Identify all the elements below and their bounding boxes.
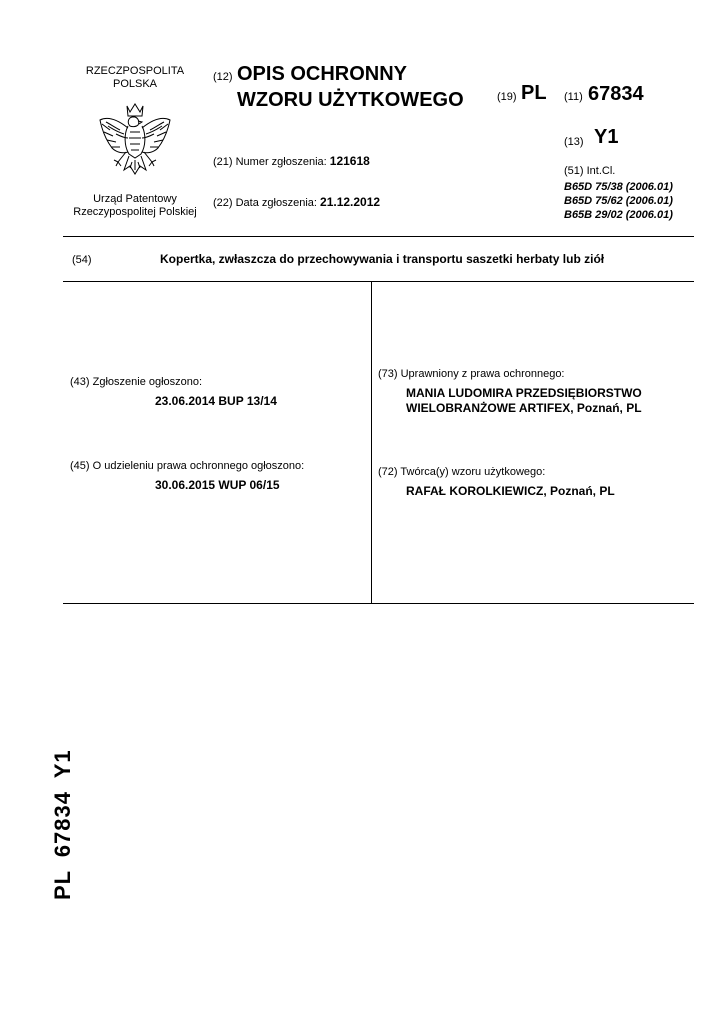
owner-value	[406, 386, 642, 416]
country-line-2: POLSKA	[112, 78, 158, 90]
code-13: (13)	[564, 136, 584, 148]
patent-number: 67834	[588, 83, 644, 105]
office-line-2: Rzeczypospolitej Polskiej	[73, 206, 197, 218]
patent-office-name	[62, 193, 208, 219]
code-54: (54)	[72, 254, 92, 266]
polish-eagle-emblem-icon	[96, 100, 174, 186]
code-11: (11)	[564, 91, 583, 103]
code-19: (19)	[497, 91, 517, 103]
application-number-row	[213, 154, 370, 168]
divider-top	[63, 236, 694, 237]
classification-item: B65D 75/62 (2006.01)	[564, 195, 673, 207]
creator-value: RAFAŁ KOROLKIEWICZ, Poznań, PL	[406, 484, 615, 498]
classification-item: B65B 29/02 (2006.01)	[564, 209, 673, 221]
column-divider	[371, 281, 372, 604]
country-code: PL	[521, 82, 547, 104]
owner-label: (73) Uprawniony z prawa ochronnego:	[378, 368, 565, 380]
document-title-line-2: WZORU UŻYTKOWEGO	[237, 89, 464, 111]
granted-value: 30.06.2015 WUP 06/15	[155, 478, 280, 492]
code-12: (12)	[213, 71, 233, 83]
int-cl-label: (51) Int.Cl.	[564, 165, 616, 177]
application-number: 121618	[329, 154, 370, 168]
classification-list	[564, 180, 673, 222]
divider-bottom	[63, 603, 694, 604]
owner-line-1: MANIA LUDOMIRA PRZEDSIĘBIORSTWO	[406, 386, 642, 400]
document-title-line-1: OPIS OCHRONNY	[237, 63, 408, 85]
divider-middle	[63, 281, 694, 282]
classification-item: B65D 75/38 (2006.01)	[564, 181, 673, 193]
office-line-1: Urząd Patentowy	[93, 193, 177, 205]
side-document-id: PL 67834 Y1	[50, 749, 75, 900]
granted-label: (45) O udzieleniu prawa ochronnego ogłoszono:	[70, 460, 305, 472]
country-name	[70, 65, 200, 91]
creator-label: (72) Twórca(y) wzoru użytkowego:	[378, 466, 546, 478]
utility-model-title: Kopertka, zwłaszcza do przechowywania i transportu saszetki herbaty lub ziół	[160, 252, 605, 266]
country-line-1: RZECZPOSPOLITA	[85, 65, 185, 77]
application-date-label: (22) Data zgłoszenia:	[213, 197, 317, 209]
published-value: 23.06.2014 BUP 13/14	[155, 394, 277, 408]
application-date-row	[213, 195, 380, 209]
application-number-label: (21) Numer zgłoszenia:	[213, 156, 327, 168]
published-label: (43) Zgłoszenie ogłoszono:	[70, 376, 203, 388]
owner-line-2: WIELOBRANŻOWE ARTIFEX, Poznań, PL	[406, 401, 642, 415]
kind-code: Y1	[594, 126, 619, 148]
application-date: 21.12.2012	[320, 195, 381, 209]
